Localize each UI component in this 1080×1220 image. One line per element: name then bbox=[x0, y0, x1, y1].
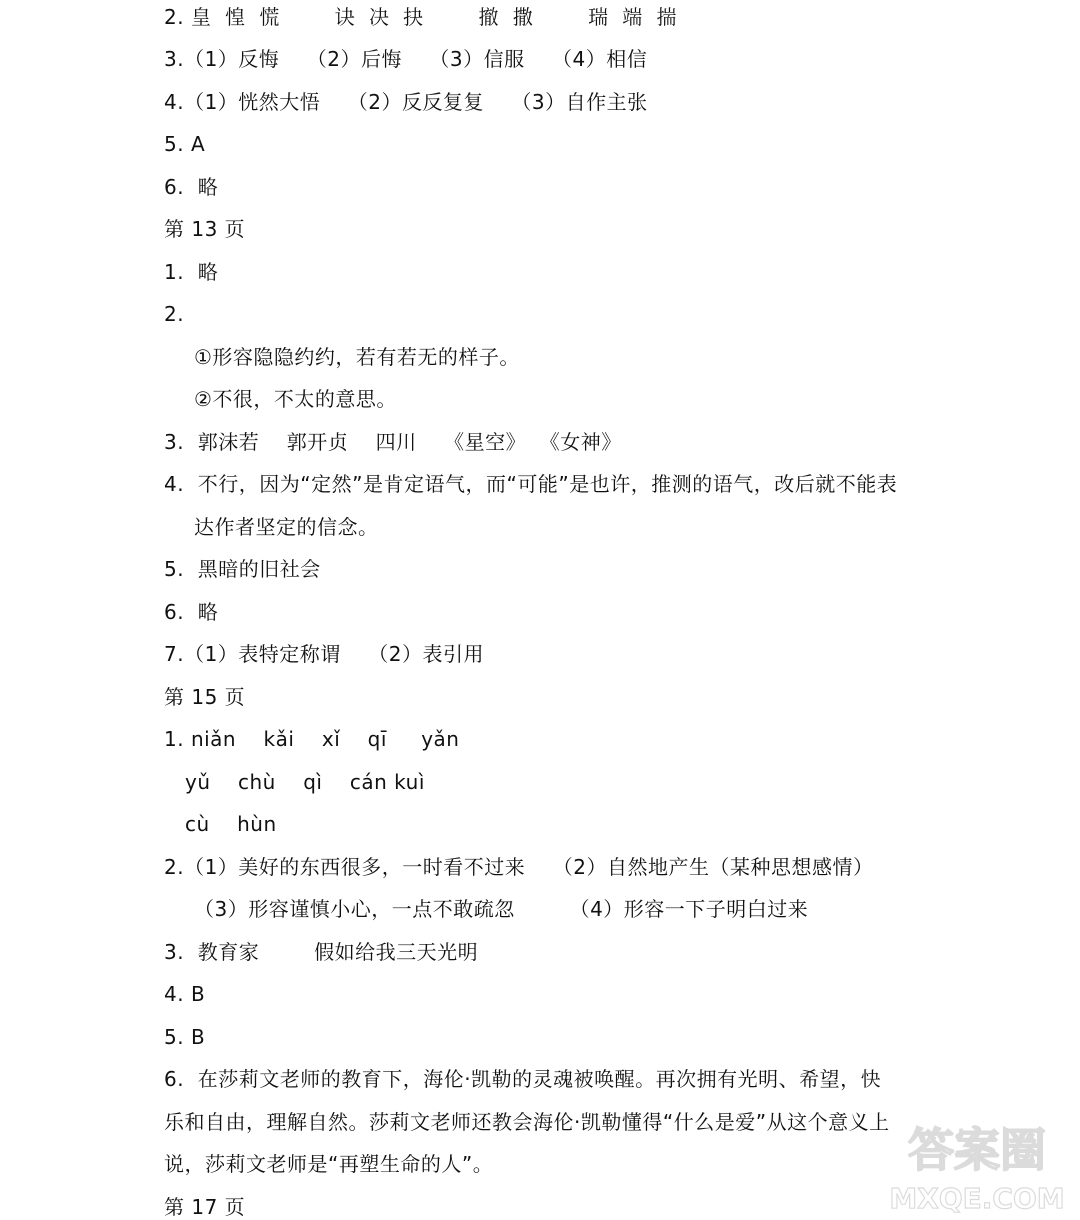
answer-line: 6. 略 bbox=[164, 175, 219, 199]
answer-line: 4.（1）恍然大悟 （2）反反复复 （3）自作主张 bbox=[164, 90, 648, 114]
answer-line: 达作者坚定的信念。 bbox=[194, 515, 379, 539]
answer-line: yǔ chù qì cán kuì bbox=[185, 770, 425, 794]
answer-line: 3. 教育家 假如给我三天光明 bbox=[164, 940, 479, 964]
answer-line: 5. A bbox=[164, 132, 206, 156]
answer-line: 3.（1）反悔 （2）后悔 （3）信服 （4）相信 bbox=[164, 47, 648, 71]
watermark-logo bbox=[882, 1108, 1072, 1218]
answer-line: 7.（1）表特定称谓 （2）表引用 bbox=[164, 642, 484, 666]
answer-line: 5. B bbox=[164, 1025, 206, 1049]
answer-line: 1. niǎn kǎi xǐ qī yǎn bbox=[164, 727, 460, 751]
answer-line: 4. B bbox=[164, 982, 206, 1006]
answer-line: 2.（1）美好的东西很多，一时看不过来 （2）自然地产生（某种思想感情） bbox=[164, 855, 874, 879]
answer-line: cù hùn bbox=[185, 812, 277, 836]
page-heading: 第 15 页 bbox=[164, 685, 246, 709]
answer-line: 2. bbox=[164, 302, 185, 326]
answer-line: （3）形容谨慎小心，一点不敢疏忽 （4）形容一下子明白过来 bbox=[194, 897, 809, 921]
answer-line: 乐和自由，理解自然。莎莉文老师还教会海伦·凯勒懂得“什么是爱”从这个意义上 bbox=[164, 1110, 890, 1134]
answer-line: 5. 黑暗的旧社会 bbox=[164, 557, 321, 581]
answer-line: 6. 略 bbox=[164, 600, 219, 624]
page-heading: 第 17 页 bbox=[164, 1195, 246, 1219]
answer-line: 6. 在莎莉文老师的教育下，海伦·凯勒的灵魂被唤醒。再次拥有光明、希望，快 bbox=[164, 1067, 882, 1091]
answer-line: 2. 皇 惶 慌 诀 决 抉 撤 撒 瑞 端 揣 bbox=[164, 5, 678, 29]
watermark-bottom-text: MXQE.COM bbox=[889, 1182, 1065, 1215]
answer-line: 1. 略 bbox=[164, 260, 219, 284]
answer-line: 3. 郭沫若 郭开贞 四川 《星空》 《女神》 bbox=[164, 430, 622, 454]
answer-line: 说，莎莉文老师是“再塑生命的人”。 bbox=[164, 1152, 494, 1176]
answer-line: ②不很，不太的意思。 bbox=[194, 387, 397, 411]
answer-line: ①形容隐隐约约，若有若无的样子。 bbox=[194, 345, 520, 369]
page-heading: 第 13 页 bbox=[164, 217, 246, 241]
answer-line: 4. 不行，因为“定然”是肯定语气，而“可能”是也许，推测的语气，改后就不能表 bbox=[164, 472, 898, 496]
watermark-top-text: 答案圈 bbox=[908, 1123, 1046, 1177]
